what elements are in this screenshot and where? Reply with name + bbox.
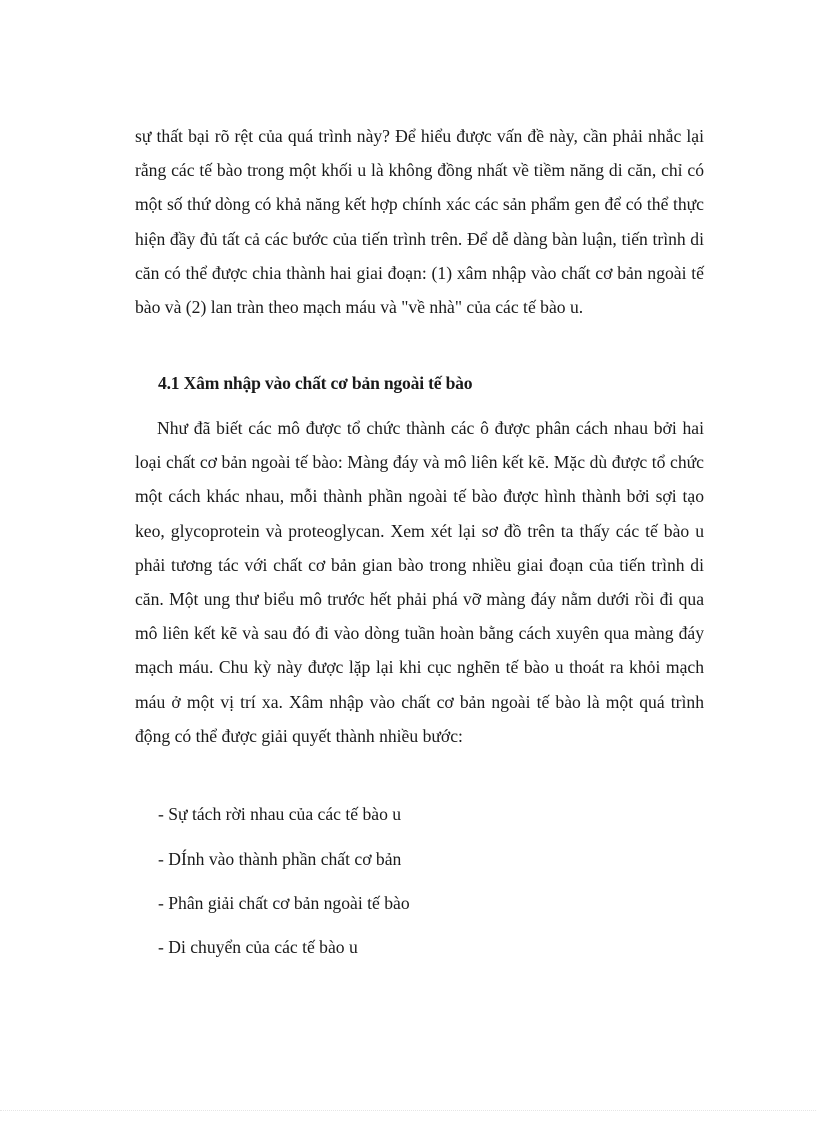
- list-item: - DÍnh vào thành phần chất cơ bản: [158, 849, 402, 869]
- section-heading: 4.1 Xâm nhập vào chất cơ bản ngoài tế bào: [158, 373, 473, 393]
- body-paragraph: Như đã biết các mô được tổ chức thành các ô được phân cách nhau bởi hai loại chất cơ bản ngoài tế bào: Màng đáy và mô liên kết kẽ. Mặc dù được tổ chức một cách khác nhau, mỗi thành phần ngoài tế bào được hình thành bởi sợi tạo keo, glycoprotein và proteoglycan. Xem xét lại sơ đồ trên ta thấy các tế bào u phải tương tác với chất cơ bản gian bào trong nhiều giai đoạn của tiến trình di căn. Một ung thư biểu mô trước hết phải phá vỡ màng đáy nằm dưới rồi đi qua mô liên kết kẽ và sau đó đi vào dòng tuần hoàn bằng cách xuyên qua màng đáy mạch máu. Chu kỳ này được lặp lại khi cục nghẽn tế bào u thoát ra khỏi mạch máu ở một vị trí xa. Xâm nhập vào chất cơ bản ngoài tế bào là một quá trình động có thể được giải quyết thành nhiều bước:: [135, 418, 704, 746]
- page-divider: [0, 1110, 816, 1111]
- body-paragraph: sự thất bại rõ rệt của quá trình này? Để hiểu được vấn đề này, cần phải nhắc lại rằng các tế bào trong một khối u là không đồng nhất về tiềm năng di căn, chỉ có một số thứ dòng có khả năng kết hợp chính xác các sản phẩm gen để có thể thực hiện đầy đủ tất cả các bước của tiến trình trên. Để dễ dàng bàn luận, tiến trình di căn có thể được chia thành hai giai đoạn: (1) xâm nhập vào chất cơ bản ngoài tế bào và (2) lan tràn theo mạch máu và "về nhà" của các tế bào u.: [135, 126, 704, 318]
- list-item: - Sự tách rời nhau của các tế bào u: [158, 804, 402, 824]
- list-item: - Di chuyển của các tế bào u: [158, 937, 358, 957]
- list-item: - Phân giải chất cơ bản ngoài tế bào: [158, 893, 410, 913]
